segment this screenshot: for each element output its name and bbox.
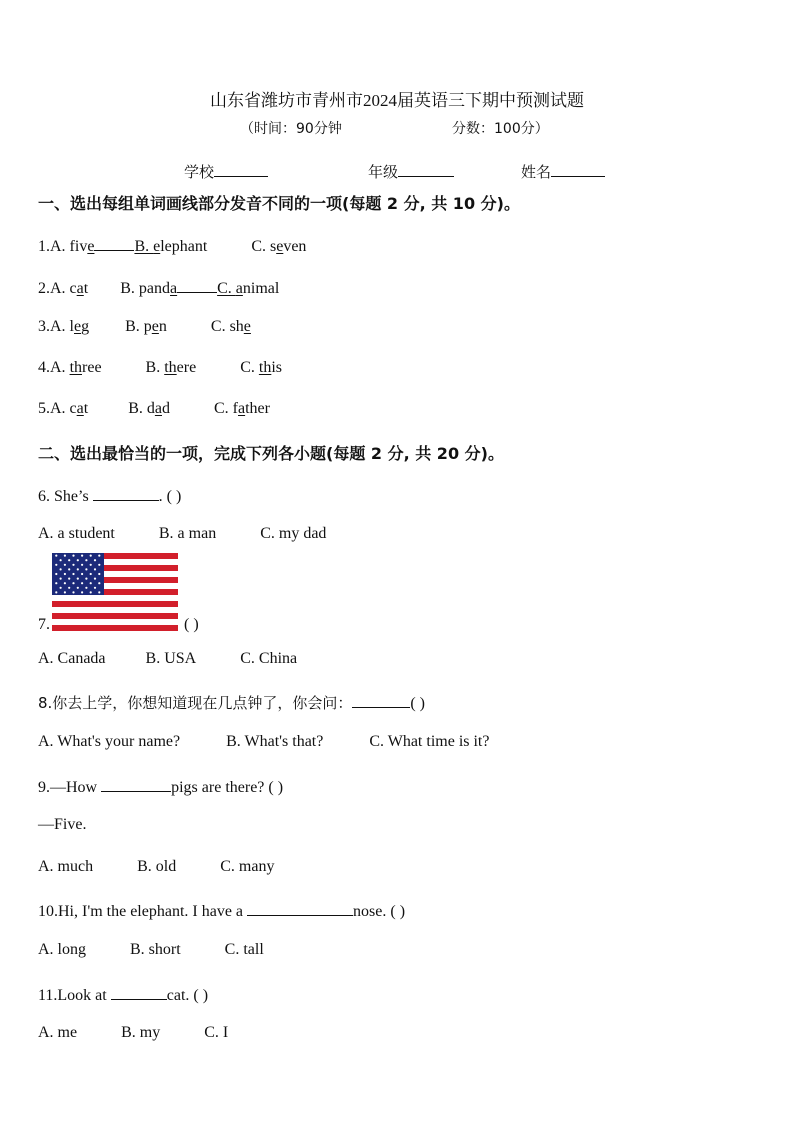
- q10-option-a: A. long: [38, 941, 86, 958]
- flag-star: [77, 559, 79, 561]
- flag-star: [64, 582, 66, 584]
- flag-star: [77, 578, 79, 580]
- q8-option-c: C. What time is it?: [369, 733, 490, 750]
- q8-blank[interactable]: [352, 691, 410, 708]
- q7-option-a: A. Canada: [38, 650, 106, 667]
- score-label: 分数：100分）: [452, 121, 549, 137]
- q11-blank[interactable]: [111, 983, 167, 1000]
- q8-option-a: A. What's your name?: [38, 733, 181, 750]
- flag-star: [60, 587, 62, 589]
- flag-star: [60, 568, 62, 570]
- flag-star: [85, 578, 87, 580]
- q9-blank[interactable]: [101, 775, 171, 792]
- q6-option-a: A. a student: [38, 525, 115, 542]
- flag-star: [90, 555, 92, 557]
- section1-heading: 一、选出每组单词画线部分发音不同的一项(每题 2 分, 共 10 分)。: [38, 194, 520, 213]
- q4-number: 4.: [38, 359, 50, 376]
- flag-star: [90, 582, 92, 584]
- question-6: [38, 484, 181, 506]
- flag-star: [94, 568, 96, 570]
- q7-number: 7.: [38, 616, 50, 633]
- q1-option-b: B. elephant: [134, 238, 208, 255]
- q3-number: 3.: [38, 318, 50, 335]
- q10-option-b: B. short: [130, 941, 181, 958]
- flag-star: [77, 587, 79, 589]
- flag-star: [55, 564, 57, 566]
- flag-star: [81, 582, 83, 584]
- flag-star: [98, 555, 100, 557]
- flag-star: [72, 582, 74, 584]
- flag-star: [81, 555, 83, 557]
- flag-star: [98, 582, 100, 584]
- question-7: [38, 616, 199, 634]
- flag-star: [90, 573, 92, 575]
- flag-star: [64, 591, 66, 593]
- q9-option-c: C. many: [220, 858, 275, 875]
- flag-star: [90, 591, 92, 593]
- q6-stem: 6. She’s: [38, 488, 93, 505]
- q9-option-a: A. much: [38, 858, 94, 875]
- question-8: [38, 691, 425, 713]
- q2-option-a: A. cat: [50, 280, 89, 297]
- flag-star: [94, 559, 96, 561]
- flag-star: [90, 564, 92, 566]
- flag-star: [55, 555, 57, 557]
- grade-label: 年级: [368, 163, 399, 181]
- name-blank[interactable]: [551, 160, 605, 177]
- flag-star: [60, 559, 62, 561]
- q8-option-b: B. What's that?: [226, 733, 324, 750]
- q7-options: [38, 650, 297, 668]
- q10-option-c: C. tall: [224, 941, 264, 958]
- q4-option-c: C. this: [240, 359, 282, 376]
- q3-option-a: A. leg: [50, 318, 90, 335]
- q6-paren: . ( ): [158, 488, 182, 505]
- flag-star: [68, 568, 70, 570]
- q1-gap: [94, 234, 134, 251]
- school-blank[interactable]: [214, 160, 268, 177]
- q3-option-b: B. pen: [125, 318, 167, 335]
- name-field: [521, 160, 605, 182]
- flag-star: [64, 564, 66, 566]
- q9-option-b: B. old: [137, 858, 177, 875]
- q11-paren: cat. ( ): [166, 987, 209, 1004]
- flag-star: [98, 591, 100, 593]
- q3-option-c: C. she: [210, 318, 251, 335]
- school-field: [184, 160, 268, 182]
- q6-options: [38, 525, 326, 543]
- q6-option-b: B. a man: [158, 525, 217, 542]
- q9-options: [38, 858, 274, 876]
- q2-gap: [177, 276, 217, 293]
- flag-star: [68, 559, 70, 561]
- flag-star: [85, 568, 87, 570]
- q6-option-c: C. my dad: [260, 525, 327, 542]
- question-4: [38, 359, 282, 377]
- q9-stem: 9.—How: [38, 779, 102, 796]
- q5-option-c: C. father: [214, 400, 270, 417]
- q7-paren: ( ): [184, 616, 199, 633]
- flag-star: [94, 587, 96, 589]
- flag-star: [64, 555, 66, 557]
- q4-option-b: B. there: [145, 359, 197, 376]
- flag-star: [81, 564, 83, 566]
- question-5: [38, 400, 270, 418]
- question-2: [38, 276, 279, 298]
- flag-star: [72, 573, 74, 575]
- q7-option-c: C. China: [240, 650, 298, 667]
- q2-option-b: B. panda: [120, 280, 178, 297]
- flag-stripe: [52, 595, 178, 601]
- flag-star: [81, 591, 83, 593]
- flag-star: [77, 568, 79, 570]
- q11-option-a: A. me: [38, 1024, 78, 1041]
- flag-star: [85, 559, 87, 561]
- flag-star: [98, 573, 100, 575]
- flag-star: [94, 578, 96, 580]
- flag-star: [72, 564, 74, 566]
- flag-star: [60, 578, 62, 580]
- q11-option-c: C. I: [204, 1024, 229, 1041]
- flag-star: [55, 591, 57, 593]
- flag-star: [55, 582, 57, 584]
- flag-star: [64, 573, 66, 575]
- flag-star: [72, 591, 74, 593]
- page-title: 山东省潍坊市青州市2024届英语三下期中预测试题: [210, 91, 584, 110]
- q5-number: 5.: [38, 400, 50, 417]
- q5-option-b: B. dad: [128, 400, 170, 417]
- q4-option-a: A. three: [50, 359, 102, 376]
- grade-field: [368, 160, 454, 182]
- flag-star: [55, 573, 57, 575]
- section2-heading: 二、选出最恰当的一项，完成下列各小题(每题 2 分, 共 20 分)。: [38, 444, 504, 463]
- q11-stem: 11.Look at: [38, 987, 111, 1004]
- q10-blank[interactable]: [247, 899, 353, 916]
- q10-stem: 10.Hi, I'm the elephant. I have a: [38, 903, 248, 920]
- q5-option-a: A. cat: [50, 400, 89, 417]
- time-label: （时间：90分钟: [240, 121, 342, 137]
- flag-stripe: [52, 607, 178, 613]
- q9-answer: —Five.: [38, 816, 87, 833]
- question-3: [38, 318, 251, 336]
- question-9: [38, 775, 283, 797]
- grade-blank[interactable]: [398, 160, 454, 177]
- flag-star: [98, 564, 100, 566]
- flag-star: [68, 587, 70, 589]
- flag-star: [68, 578, 70, 580]
- q11-options: [38, 1024, 228, 1042]
- q11-option-b: B. my: [121, 1024, 161, 1041]
- q6-blank[interactable]: [93, 484, 159, 501]
- q1-number: 1.: [38, 238, 50, 255]
- q2-number: 2.: [38, 280, 50, 297]
- question-11: [38, 983, 208, 1005]
- q8-stem: 8.你去上学，你想知道现在几点钟了，你会问：: [38, 694, 353, 712]
- q2-option-c: C. animal: [217, 280, 280, 297]
- q1-option-a: A. five: [50, 238, 95, 255]
- q8-options: [38, 733, 489, 751]
- flag-star: [81, 573, 83, 575]
- flag-stripe: [52, 601, 178, 607]
- flag-star: [72, 555, 74, 557]
- q9-paren: pigs are there? ( ): [171, 779, 284, 796]
- flag-star: [85, 587, 87, 589]
- name-label: 姓名: [521, 163, 552, 181]
- question-10: [38, 899, 405, 921]
- q1-option-c: C. seven: [251, 238, 307, 255]
- q10-options: [38, 941, 264, 959]
- school-label: 学校: [184, 163, 215, 181]
- q10-paren: nose. ( ): [353, 903, 406, 920]
- question-1: [38, 234, 306, 256]
- q8-paren: ( ): [410, 695, 425, 712]
- q7-option-b: B. USA: [145, 650, 197, 667]
